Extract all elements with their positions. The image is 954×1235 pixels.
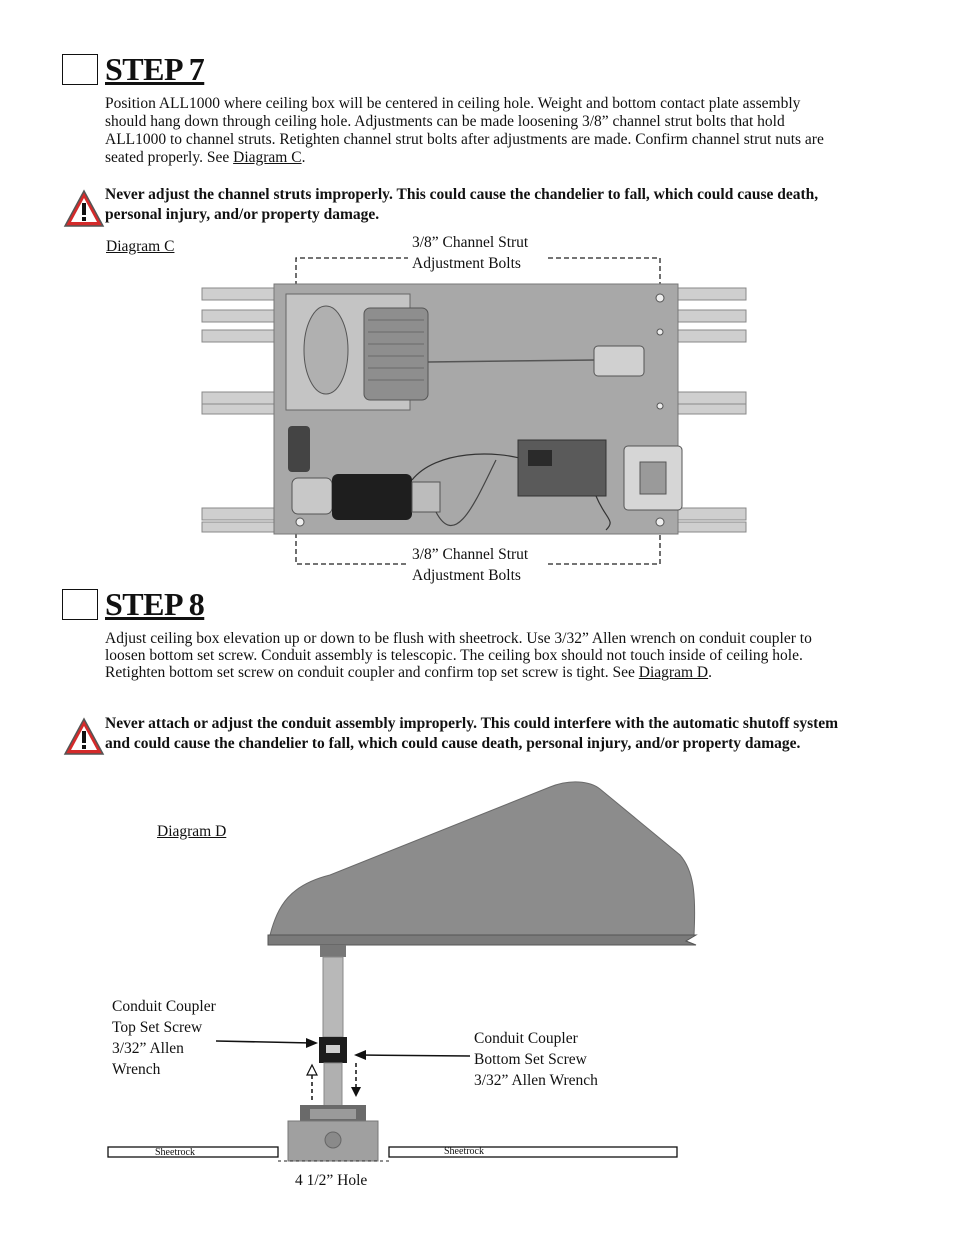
top-set-screw-label: Conduit Coupler Top Set Screw 3/32” Allen Wrench: [112, 998, 216, 1078]
warning-triangle-icon: [63, 188, 105, 230]
hole-size-label: 4 1/2” Hole: [295, 1172, 368, 1189]
step8-instructions: Adjust ceiling box elevation up or down to be flush with sheetrock. Use 3/32” Allen wrench on conduit coupler to loosen bottom set screw. Conduit assembly is telescopic. The ceiling box should not touch inside of ceiling hole. Retighten bottom set screw on conduit coupler and confirm top set screw is tight. See Diagram D.: [105, 630, 812, 681]
diagram-c-label: Diagram C: [106, 238, 175, 255]
diagram-c-bottom-callout: 3/8” Channel Strut Adjustment Bolts: [408, 544, 532, 586]
step7-instructions: Position ALL1000 where ceiling box will be centered in ceiling hole. Weight and bottom contact plate assembly should hang down through ceiling hole. Adjustments can be made loosening 3/8” channel strut bolts that hold ALL1000 to channel struts. Retighten channel strut bolts after adjustments are made. Confirm channel strut nuts are seated properly. See Diagram C.: [105, 95, 824, 166]
diagram-c-top-callout: 3/8” Channel Strut Adjustment Bolts: [408, 232, 532, 274]
step7-title: STEP 7: [105, 51, 205, 87]
step8-warning: Never attach or adjust the conduit assembly improperly. This could interfere with the automatic shutoff system and could cause the chandelier to fall, which could cause death, personal injury, and/or property damage.: [105, 715, 839, 752]
diagram-c-photo: [196, 250, 756, 570]
step8-checkbox[interactable]: [62, 589, 98, 620]
bottom-set-screw-label: Conduit Coupler Bottom Set Screw 3/32” Allen Wrench: [474, 1030, 598, 1089]
diagram-d-label: Diagram D: [157, 823, 227, 840]
warning-triangle-icon: [63, 716, 105, 758]
sheetrock-right-label: Sheetrock: [444, 1146, 484, 1157]
diagram-c-link[interactable]: Diagram C: [233, 149, 302, 166]
step8-title: STEP 8: [105, 586, 205, 622]
diagram-d-link[interactable]: Diagram D: [638, 664, 709, 681]
diagram-d-drawing: [100, 775, 720, 1175]
step7-checkbox[interactable]: [62, 54, 98, 85]
step7-warning: Never adjust the channel struts improperly. This could cause the chandelier to fall, which could cause death, personal injury, and/or property damage.: [105, 186, 819, 223]
sheetrock-left-label: Sheetrock: [155, 1147, 195, 1158]
